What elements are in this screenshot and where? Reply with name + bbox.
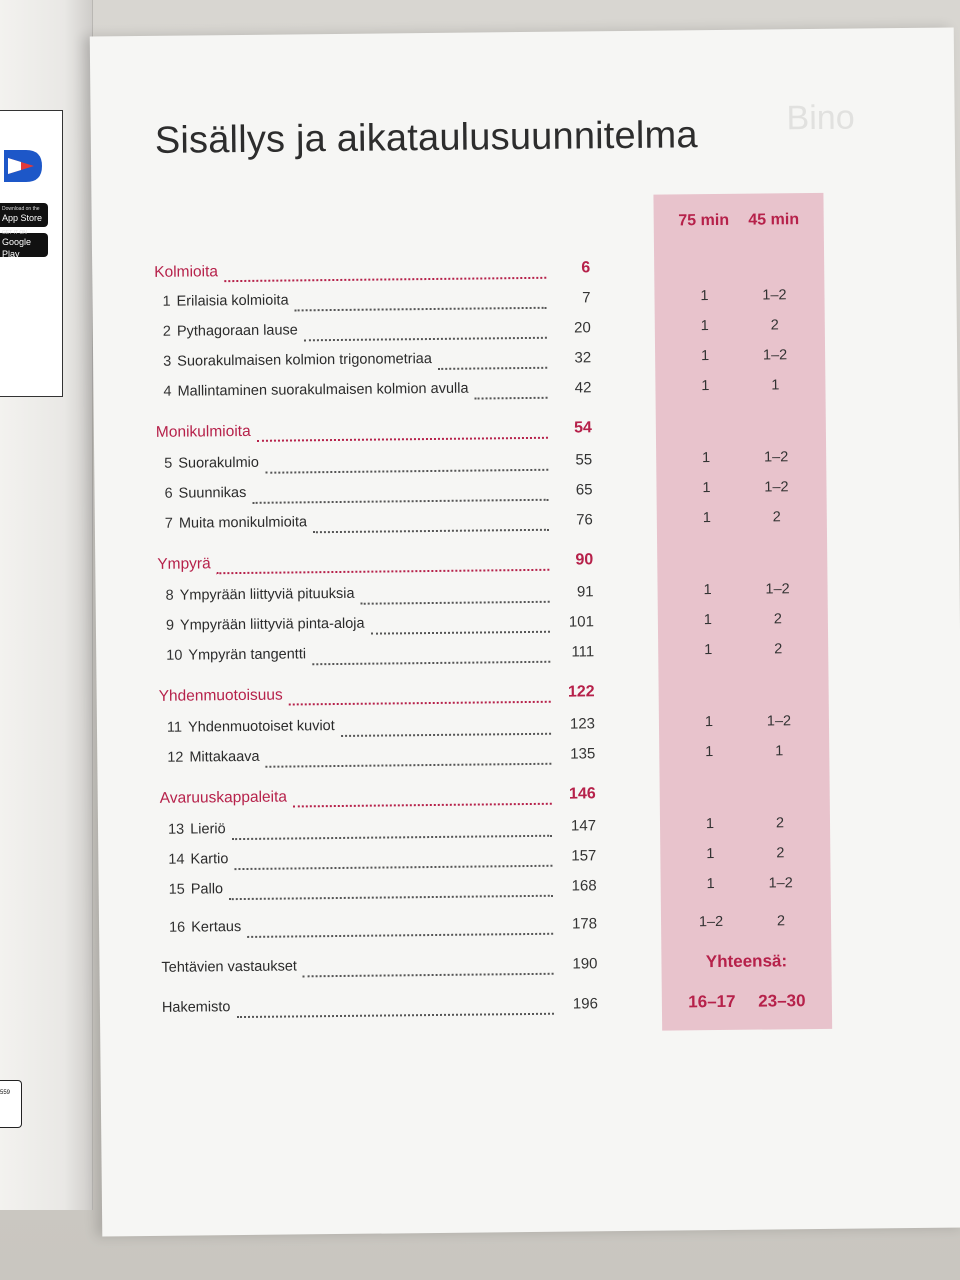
toc-chapter-row: [92, 255, 956, 288]
show-through-heading: Bino: [786, 98, 855, 138]
toc-section-row: [96, 579, 960, 612]
google-play-small: GET IT ON: [2, 230, 27, 236]
toc-title: [164, 455, 259, 472]
toc-page-number: 20: [574, 319, 591, 337]
toc-section-row: [93, 375, 957, 408]
toc-leader-dots: [234, 865, 552, 870]
toc-title-text: Hakemisto: [161, 999, 231, 1016]
toc-lessons-75min: [672, 550, 742, 551]
toc-title: [161, 958, 297, 975]
toc-lessons-75min: [674, 682, 744, 683]
toc-title-text: Mallintaminen suorakulmaisen kolmion avulla: [177, 380, 469, 400]
toc-section-number: 7: [164, 515, 174, 532]
toc-page-number: 123: [569, 715, 596, 733]
toc-lessons-45min: [745, 783, 815, 784]
toc-lessons-45min: 1: [775, 743, 784, 760]
toc-page-number: 135: [570, 745, 596, 763]
contents-page: [90, 28, 960, 1237]
toc-section-row: [94, 477, 958, 510]
toc-page-number: 190: [572, 955, 598, 973]
toc-section-row: [92, 285, 956, 318]
toc-page-number: 32: [574, 349, 592, 367]
toc-page-number: 157: [571, 847, 597, 865]
toc-title: [168, 851, 228, 868]
toc-section-row: [94, 447, 958, 480]
toc-title-text: Suorakulmio: [178, 454, 259, 472]
toc-leader-dots: [293, 803, 552, 808]
toc-section-number: 4: [163, 383, 172, 400]
toc-lessons-45min: [739, 257, 809, 258]
toc-leader-dots: [304, 337, 547, 342]
toc-section-number: 9: [165, 617, 175, 634]
toc-leader-dots: [438, 367, 547, 370]
toc-lessons-45min: [742, 549, 812, 550]
toc-page-number: 65: [575, 481, 593, 499]
toc-lessons-45min: 2: [776, 845, 785, 862]
toc-lessons-75min: 1: [700, 318, 709, 335]
column-header-75min: 75 min: [678, 211, 730, 230]
toc-page-number: 42: [574, 379, 592, 397]
toc-lessons-45min: 1–2: [764, 479, 789, 496]
toc-page-number: 111: [571, 643, 595, 661]
toc-lessons-75min: 1: [704, 714, 714, 731]
left-page: [0, 0, 93, 1210]
toc-title-text: Mittakaava: [189, 748, 260, 766]
toc-lessons-75min: 1: [704, 642, 713, 659]
toc-lessons-75min: 1: [702, 510, 711, 527]
toc-leader-dots: [224, 277, 546, 282]
toc-leader-dots: [475, 397, 548, 400]
toc-title: [162, 999, 231, 1016]
toc-title-text: Yhdenmuotoiset kuviot: [187, 718, 335, 736]
toc-lessons-75min: 1: [701, 378, 710, 395]
toc-leader-dots: [371, 631, 550, 635]
toc-section-number: 10: [166, 647, 183, 664]
toc-title: [166, 616, 365, 634]
toc-leader-dots: [232, 835, 552, 840]
toc-section-row: [98, 843, 960, 876]
toc-lessons-45min: 1–2: [768, 875, 793, 892]
toc-chapter-row: [97, 679, 960, 712]
toc-leader-dots: [216, 569, 549, 574]
toc-page-number: 54: [573, 419, 592, 437]
toc-title-text: Tehtävien vastaukset: [161, 958, 297, 976]
toc-page-number: 101: [568, 613, 594, 631]
toc-title-text: Pallo: [190, 881, 224, 898]
toc-lessons-45min: 2: [773, 611, 782, 628]
toc-lessons-75min: 1: [702, 450, 711, 467]
toc-leader-dots: [229, 895, 553, 900]
total-label: Yhteensä:: [705, 951, 788, 972]
app-advert: [0, 110, 63, 397]
toc-page-number: 178: [571, 915, 598, 933]
toc-leader-dots: [295, 307, 547, 312]
toc-page-number: 55: [575, 451, 593, 469]
toc-leader-dots: [312, 661, 550, 665]
toc-page-number: 90: [575, 551, 594, 569]
toc-lessons-45min: [744, 681, 814, 682]
toc-section-row: [97, 711, 960, 744]
toc-page-number: 76: [576, 511, 593, 529]
toc-section-number: 2: [162, 323, 171, 340]
toc-title: [167, 749, 259, 766]
total-45min: 23–30: [758, 991, 806, 1011]
toc-title-text: Muita monikulmioita: [178, 514, 308, 532]
toc-section-number: 3: [163, 353, 172, 370]
toc-title-text: Kartio: [190, 851, 229, 868]
toc-title: [163, 351, 432, 370]
toc-chapter-row: [95, 547, 959, 580]
toc-lessons-45min: 2: [772, 509, 781, 526]
toc-title-text: Ympyrä: [157, 555, 211, 573]
google-play-badge[interactable]: [0, 230, 48, 259]
toc-section-number: 14: [168, 851, 185, 868]
left-code-text: 559: [0, 1090, 11, 1096]
toc-page-number: 196: [572, 995, 598, 1013]
toc-leader-dots: [253, 499, 549, 504]
toc-lessons-75min: 1: [703, 582, 712, 599]
toc-section-number: 16: [168, 919, 186, 936]
toc-lessons-45min: 1–2: [763, 449, 789, 466]
toc-section-row: [96, 639, 960, 672]
toc-page-number: 6: [581, 259, 591, 277]
toc-lessons-45min: [741, 417, 811, 418]
toc-title: [154, 263, 218, 282]
toc-title-text: Avaruuskappaleita: [159, 788, 288, 807]
toc-section-number: 13: [167, 821, 185, 838]
column-header-45min: 45 min: [748, 211, 800, 229]
toc-page-number: 168: [571, 877, 597, 895]
toc-page-number: 91: [576, 583, 594, 601]
toc-leader-dots: [313, 529, 549, 533]
toc-title: [169, 919, 241, 936]
toc-title: [163, 381, 468, 400]
toc-title-text: Pythagoraan lause: [176, 322, 298, 340]
toc-lessons-75min: 1: [702, 480, 711, 497]
toc-title: [156, 423, 251, 442]
toc-lessons-45min: 1–2: [766, 713, 792, 730]
toc-title: [160, 789, 287, 808]
toc-title: [169, 881, 224, 898]
toc-leader-dots: [289, 701, 551, 706]
app-store-label: App Store: [2, 213, 43, 223]
toc-page-number: 146: [568, 785, 596, 803]
app-logo-icon: [4, 146, 44, 186]
toc-page-number: 7: [582, 289, 591, 307]
toc-lessons-45min: 1–2: [765, 581, 790, 598]
toc-section-number: 12: [167, 749, 184, 766]
toc-leader-dots: [265, 469, 548, 474]
toc-section-row: [93, 315, 957, 348]
toc-section-row: [95, 507, 959, 540]
toc-lessons-75min: 1: [705, 744, 714, 761]
toc-title-text: Ympyrän tangentti: [188, 646, 307, 664]
toc-title-text: Erilaisia kolmioita: [176, 292, 289, 310]
toc-title-text: Suorakulmaisen kolmion trigonometriaa: [177, 350, 432, 370]
toc-lessons-45min: 2: [776, 913, 786, 930]
toc-title-text: Monikulmioita: [155, 422, 251, 441]
toc-leader-dots: [257, 437, 548, 442]
toc-title-text: Suunnikas: [178, 484, 247, 502]
toc-section-row: [97, 741, 960, 774]
toc-lessons-45min: 2: [774, 641, 783, 658]
toc-title: [164, 485, 246, 502]
toc-title-text: Ympyrään liittyviä pinta-aloja: [179, 615, 365, 634]
toc-title: [166, 646, 306, 663]
toc-lessons-75min: [675, 784, 745, 785]
google-play-label: Google Play: [2, 237, 32, 259]
toc-section-number: 11: [166, 719, 183, 736]
toc-section-row: [96, 609, 960, 642]
toc-title: [157, 555, 211, 574]
toc-section-number: 8: [165, 587, 174, 604]
toc-section-row: [93, 345, 957, 378]
toc-leader-dots: [265, 763, 551, 768]
toc-title: [163, 322, 298, 339]
toc-section-number: 15: [168, 881, 185, 898]
toc-lessons-75min: 1: [706, 876, 715, 893]
toc-title: [165, 514, 307, 531]
toc-title-text: Ympyrään liittyviä pituuksia: [179, 585, 355, 604]
toc-lessons-75min: 1: [700, 288, 709, 305]
toc-leader-dots: [303, 973, 554, 978]
toc-leader-dots: [361, 601, 550, 605]
toc-lessons-45min: 1: [771, 377, 780, 394]
page-title: Sisällys ja aikataulusuunnitelma: [154, 114, 698, 162]
toc-section-number: 5: [164, 455, 173, 472]
app-store-badge[interactable]: [0, 203, 48, 227]
toc-lessons-75min: 1: [706, 846, 715, 863]
total-75min: 16–17: [688, 991, 736, 1012]
toc-lessons-45min: 1–2: [762, 347, 788, 364]
toc-lessons-75min: [671, 418, 741, 419]
toc-chapter-row: [94, 415, 958, 448]
left-code-box: [0, 1080, 22, 1128]
toc-lessons-75min: 1: [700, 348, 710, 365]
toc-title: [166, 586, 355, 604]
toc-title-text: Yhdenmuotoisuus: [158, 686, 283, 705]
toc-title: [159, 687, 283, 706]
toc-section-number: 1: [162, 293, 171, 310]
app-store-small: Download on the: [2, 206, 40, 212]
toc-section-number: 6: [164, 485, 173, 502]
toc-title-text: Lieriö: [190, 821, 226, 838]
toc-section-row: [98, 813, 960, 846]
toc-lessons-75min: 1: [705, 816, 715, 833]
toc-title: [167, 718, 335, 736]
toc-page-number: 122: [567, 683, 595, 701]
toc-lessons-75min: 1–2: [698, 913, 724, 931]
toc-title: [168, 821, 226, 838]
toc-lessons-45min: 2: [770, 317, 779, 334]
toc-lessons-75min: 1: [703, 612, 713, 629]
toc-title: [162, 292, 288, 309]
toc-title-text: Kertaus: [191, 919, 242, 936]
toc-chapter-row: [98, 781, 960, 814]
toc-page-number: 147: [570, 817, 597, 835]
toc-lessons-75min: [669, 258, 739, 259]
toc-title-text: Kolmioita: [154, 263, 219, 281]
toc-leader-dots: [247, 933, 553, 938]
toc-leader-dots: [341, 733, 551, 737]
toc-lessons-45min: 2: [775, 815, 785, 832]
toc-leader-dots: [237, 1013, 554, 1018]
toc-lessons-45min: 1–2: [762, 287, 787, 304]
